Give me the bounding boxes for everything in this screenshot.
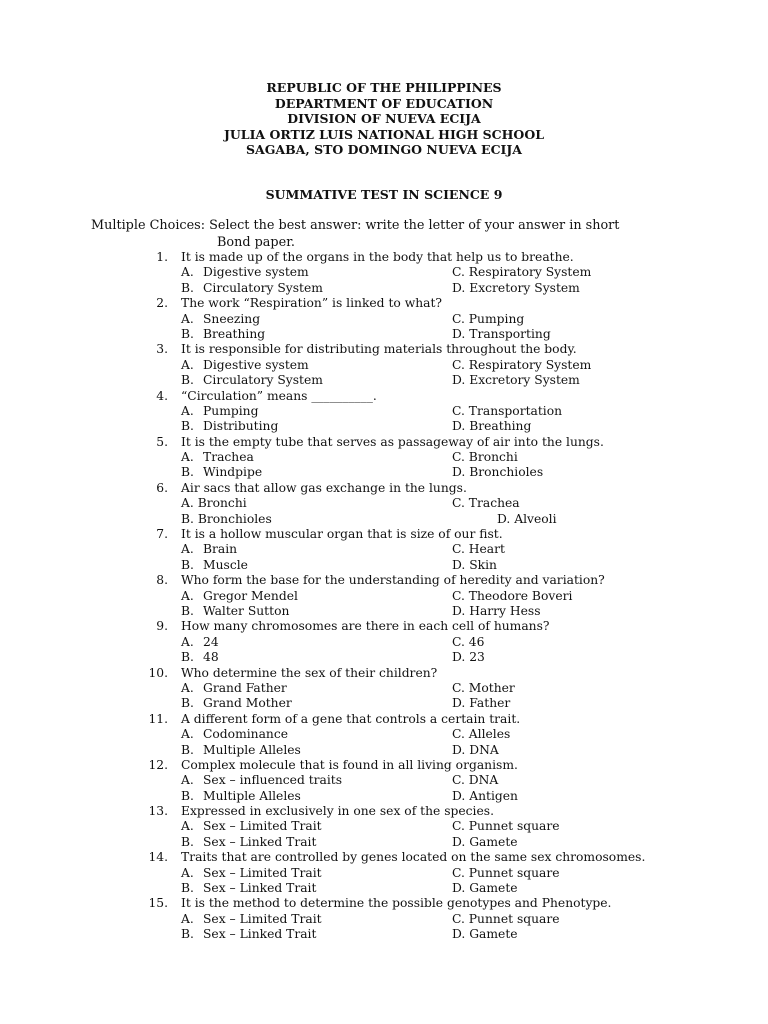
- option-c: C. Punnet square: [452, 865, 560, 880]
- option-a: A. Digestive system: [181, 265, 309, 280]
- question-text: “Circulation” means __________.: [181, 388, 377, 403]
- question-item: [0, 850, 768, 896]
- question-number: 1.: [156, 250, 168, 264]
- option-d: D. 23: [452, 650, 485, 665]
- question-number: 5.: [156, 434, 168, 449]
- option-d: D. Antigen: [452, 788, 518, 803]
- option-b: B. Sex – Linked Trait: [181, 927, 317, 942]
- option-d: D. Gamete: [452, 927, 518, 942]
- question-text: Who determine the sex of their children?: [181, 665, 438, 680]
- option-b: B. Distributing: [181, 419, 279, 434]
- option-c: C. Trachea: [452, 496, 520, 511]
- question-number: 4.: [156, 388, 168, 403]
- question-item: [0, 342, 768, 388]
- question-list: [0, 250, 768, 943]
- option-c: C. Respiratory System: [452, 357, 592, 372]
- option-c: C. Pumping: [452, 311, 525, 326]
- question-item: [0, 804, 768, 850]
- question-number: 11.: [148, 711, 168, 726]
- option-d: D. Gamete: [452, 881, 518, 896]
- option-d: D. Breathing: [452, 419, 532, 434]
- header-line: REPUBLIC OF THE PHILIPPINES: [266, 80, 502, 95]
- question-text: Air sacs that allow gas exchange in the lungs.: [181, 480, 467, 495]
- option-a: A. Sex – Limited Trait: [181, 911, 322, 926]
- question-item: [0, 712, 768, 758]
- instructions-line-1: Multiple Choices: Select the best answer: write the letter of your answer in short: [91, 218, 620, 233]
- option-a: A. Codominance: [181, 727, 289, 742]
- question-item: [0, 389, 768, 435]
- question-number: 12.: [148, 757, 168, 772]
- option-b: B. Sex – Linked Trait: [181, 881, 317, 896]
- option-a: A. Sneezing: [181, 311, 261, 326]
- question-text: It is made up of the organs in the body that help us to breathe.: [181, 250, 574, 264]
- option-a: A. Digestive system: [181, 357, 309, 372]
- option-c: C. Punnet square: [452, 819, 560, 834]
- option-d: D. Excretory System: [452, 280, 580, 295]
- question-text: It is the empty tube that serves as passageway of air into the lungs.: [181, 434, 604, 449]
- option-d: D. Gamete: [452, 834, 518, 849]
- question-item: [0, 250, 768, 296]
- option-b: B. Breathing: [181, 326, 266, 341]
- question-text: How many chromosomes are there in each cell of humans?: [181, 619, 550, 634]
- header-line: DIVISION OF NUEVA ECIJA: [287, 111, 481, 127]
- question-item: [0, 666, 768, 712]
- question-number: 13.: [148, 804, 168, 819]
- question-number: 10.: [148, 665, 168, 680]
- option-a: A. 24: [181, 634, 219, 649]
- option-b: B. Circulatory System: [181, 280, 323, 295]
- option-c: C. 46: [452, 634, 485, 649]
- header-line: JULIA ORTIZ LUIS NATIONAL HIGH SCHOOL: [223, 126, 544, 142]
- option-d: D. Harry Hess: [452, 603, 541, 618]
- option-d: D. Father: [452, 696, 511, 711]
- option-b: B. Multiple Alleles: [181, 742, 301, 757]
- option-c: C. Heart: [452, 542, 505, 557]
- option-a: A. Grand Father: [181, 680, 287, 695]
- question-text: It is the method to determine the possible genotypes and Phenotype.: [181, 896, 612, 911]
- question-text: Traits that are controlled by genes located on the same sex chromosomes.: [181, 850, 646, 865]
- option-d: D. DNA: [452, 742, 499, 757]
- question-item: [0, 619, 768, 665]
- option-b: B. Multiple Alleles: [181, 788, 301, 803]
- question-item: [0, 296, 768, 342]
- option-b: B. 48: [181, 650, 219, 665]
- question-number: 15.: [148, 896, 168, 911]
- option-a: A. Sex – Limited Trait: [181, 865, 322, 880]
- question-text: Who form the base for the understanding of heredity and variation?: [181, 573, 605, 588]
- test-title: SUMMATIVE TEST IN SCIENCE 9: [265, 187, 503, 202]
- option-c: C. Theodore Boveri: [452, 588, 573, 603]
- option-d: D. Transporting: [452, 326, 551, 341]
- question-number: 9.: [156, 619, 168, 634]
- question-text: A different form of a gene that controls a certain trait.: [181, 711, 521, 726]
- question-text: Complex molecule that is found in all living organism.: [181, 757, 518, 772]
- question-text: It is responsible for distributing materials throughout the body.: [181, 342, 577, 357]
- question-item: [0, 527, 768, 573]
- question-item: [0, 758, 768, 804]
- option-b: B. Sex – Linked Trait: [181, 834, 317, 849]
- question-item: [0, 896, 768, 942]
- header-line: SAGABA, STO DOMINGO NUEVA ECIJA: [246, 142, 522, 158]
- question-number: 2.: [156, 296, 168, 311]
- option-c: C. Transportation: [452, 403, 563, 418]
- question-number: 14.: [148, 850, 168, 865]
- option-a: A. Gregor Mendel: [181, 588, 298, 603]
- question-text: The work “Respiration” is linked to what?: [181, 296, 443, 311]
- option-a: A. Sex – Limited Trait: [181, 819, 322, 834]
- option-d: D. Alveoli: [497, 511, 557, 526]
- option-b: B. Bronchioles: [181, 511, 272, 526]
- option-b: B. Walter Sutton: [181, 603, 290, 618]
- option-b: B. Windpipe: [181, 465, 263, 480]
- school-header: [0, 80, 768, 158]
- option-c: C. Mother: [452, 680, 515, 695]
- question-number: 7.: [156, 527, 168, 542]
- question-number: 3.: [156, 342, 168, 357]
- question-item: [0, 573, 768, 619]
- option-a: A. Trachea: [181, 450, 254, 465]
- option-a: A. Brain: [181, 542, 238, 557]
- question-number: 8.: [156, 573, 168, 588]
- option-c: C. Punnet square: [452, 911, 560, 926]
- option-c: C. DNA: [452, 773, 499, 788]
- question-number: 6.: [156, 480, 168, 495]
- option-b: B. Muscle: [181, 557, 248, 572]
- option-b: B. Grand Mother: [181, 696, 292, 711]
- question-text: Expressed in exclusively in one sex of the species.: [181, 804, 494, 819]
- option-d: D. Excretory System: [452, 373, 580, 388]
- question-text: It is a hollow muscular organ that is size of our fist.: [181, 527, 503, 542]
- question-item: [0, 435, 768, 481]
- header-line: DEPARTMENT OF EDUCATION: [274, 95, 494, 111]
- option-d: D. Bronchioles: [452, 465, 544, 480]
- option-c: C. Bronchi: [452, 450, 518, 465]
- option-c: C. Respiratory System: [452, 265, 592, 280]
- instructions-line-2: Bond paper.: [217, 235, 295, 250]
- question-item: [0, 481, 768, 527]
- option-a: A. Bronchi: [181, 496, 247, 511]
- option-b: B. Circulatory System: [181, 373, 323, 388]
- option-d: D. Skin: [452, 557, 497, 572]
- option-a: A. Sex – influenced traits: [181, 773, 343, 788]
- option-c: C. Alleles: [452, 727, 511, 742]
- option-a: A. Pumping: [181, 403, 259, 418]
